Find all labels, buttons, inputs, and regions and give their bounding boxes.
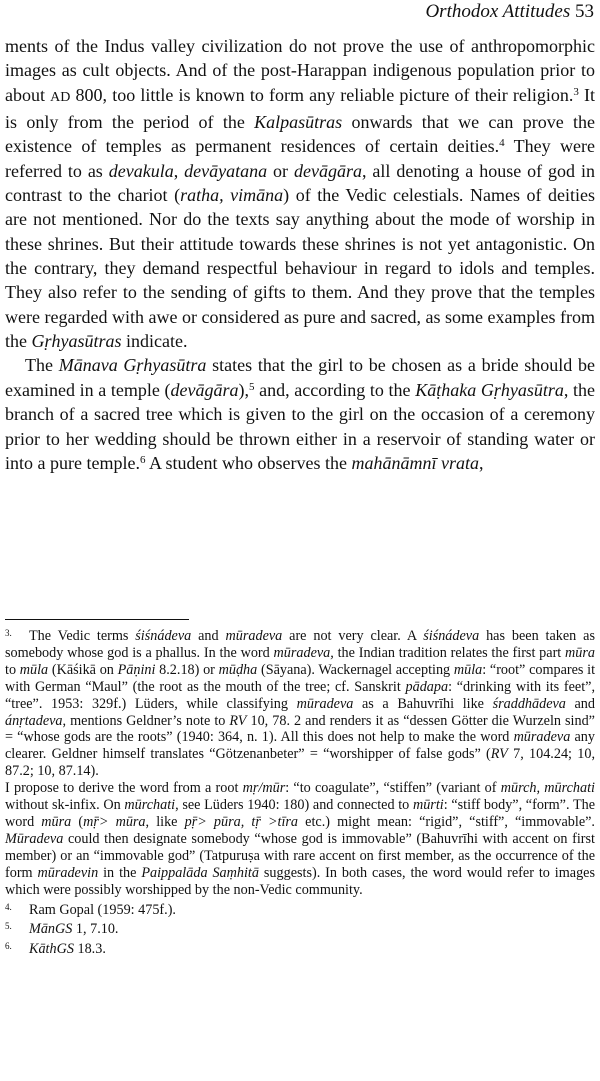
page-number: 53 — [575, 1, 594, 22]
footnote-ref-5[interactable]: 5 — [249, 380, 255, 393]
footnote-number: 3. — [5, 628, 12, 638]
footnote-3: 3. The Vedic terms śiśnádeva and mūradeva are not very clear. A śiśnádeva has been taken as somebody whose god is a phallus. In the word mūradeva, the Indian tradition relates the first part mūra to mūla (Kāśikā on Pāṇini 8.2.18) or mūḍha (Sāyana). Wackernagel accepting mūla: “root” compares it with German “Maul” (the root as the mouth of the tree; cf. Sanskrit pādapa: “drinking with its feet”, “tree”. 1953: 329f.) Lüders, while classifying mūradeva as a Bahuvrīhi like śraddhādeva and ánṛtadeva, mentions Geldner’s note to RV 10, 78. 2 and renders it as “dessen Götter die Wurzeln sind” = “whose gods are the roots” (1940: 364, n. 1). All this does not help to make the word mūradeva any clearer. Geldner himself translates “Götzenanbeter” = “worshipper of false gods” (RV 7, 104.24; 10, 87.2; 10, 87.14). — [5, 625, 595, 780]
footnote-4: 4. Ram Gopal (1959: 475f.). — [5, 899, 595, 919]
body-text — [5, 34, 595, 475]
footnote-ref-6[interactable]: 6 — [139, 453, 146, 466]
paragraph-1: ments of the Indus valley civilization do not prove the use of anthropomorphic images as cult objects. And of the post-Harappan indigenous population prior to about AD 800, too little is known to form any reliable picture of their religion.$^3$ It is only from the period of the Kalpasūtras onwards that we can prove the existence of temples as permanent residences of certain deities.$^4$ They were referred to as devakula, devāyatana or devāgāra, all denoting a house of god in contrast to the chariot (ratha, vimāna) of the Vedic celestials. Names of deities are not mentioned. Nor do the texts say anything about the mode of worship in these shrines. But their attitude towards these shrines is not yet antagonistic. On the contrary, they demand respectful behaviour in regard to idols and temples. They also refer to the sending of gifts to them. And they prove that the temples were regarded with awe or considered as pure and sacred, as some examples from the Gṛhyasūtras indicate. — [5, 36, 596, 352]
chapter-title: Orthodox Attitudes — [425, 1, 571, 22]
footnote-3-continuation: I propose to derive the word from a root mṛ/mūr: “to coagulate”, “stiffen” (variant of mūrch, mūrchati without sk-infix. On mūrchati, see Lüders 1940: 180) and connected to mūrti: “stiff body”, “form”. The word mūra (mṝ> mūra, like pṝ> pūra, tṝ >tīra etc.) might mean: “rigid”, “stiff”, “immovable”. Mūradeva could then designate somebody “whose god is immovable” (Bahuvrīhi with accent on first member) or an “immovable god” (Tatpuruṣa with rare accent on first member, as the occurrence of the form mūradevin in the Paippalāda Saṃhitā suggests). In both cases, the word would refer to images which were possibly worshipped by the non-Vedic community. — [5, 780, 596, 898]
footnote-6: 6. KāthGS 18.3. — [5, 938, 595, 958]
running-head — [425, 0, 594, 24]
paragraph-2: The Mānava Gṛhyasūtra states that the girl to be chosen as a bride should be examined in a temple (devāgāra),$^5$ and, according to the Kāṭhaka Gṛhyasūtra, the branch of a sacred tree which is given to the girl on the occasion of a ceremony prior to her wedding should be thrown either in a reservoir of standing water or into a pure temple.$^6$ A student who observes the mahānāmnī vrata, — [5, 355, 596, 473]
footnotes — [5, 625, 595, 958]
era-abbreviation: AD — [50, 89, 71, 105]
footnote-divider — [5, 619, 189, 620]
footnote-ref-3[interactable]: 3 — [573, 85, 579, 98]
footnote-5: 5. MānGS 1, 7.10. — [5, 918, 595, 938]
footnote-number: 4. — [5, 901, 12, 912]
footnote-number: 5. — [5, 921, 12, 932]
footnote-ref-4[interactable]: 4 — [499, 137, 505, 150]
footnote-number: 6. — [5, 941, 12, 952]
